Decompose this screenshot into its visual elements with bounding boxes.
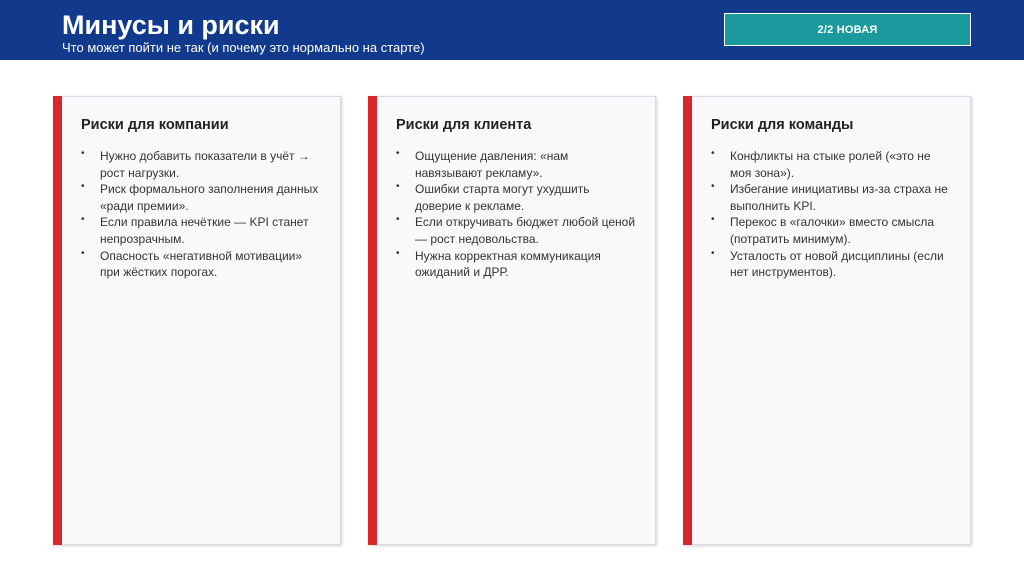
list-item: • Избегание инициативы из-за страха не выполнить KPI. bbox=[711, 181, 951, 214]
list-item: • Если откручивать бюджет любой ценой — рост недовольства. bbox=[396, 214, 636, 247]
list-item: • Опасность «негативной мотивации» при жёстких порогах. bbox=[81, 248, 321, 281]
card-title: Риски для клиента bbox=[396, 117, 532, 133]
list-item: • Риск формального заполнения данных «ради премии». bbox=[81, 181, 321, 214]
page-subtitle: Что может пойти не так (и почему это нормально на старте) bbox=[62, 40, 425, 55]
card-accent-bar bbox=[683, 96, 692, 545]
card-accent-bar bbox=[53, 96, 62, 545]
card-title: Риски для компании bbox=[81, 117, 229, 133]
card-company-risks bbox=[53, 96, 341, 545]
slide-badge: 2/2 НОВАЯ bbox=[724, 13, 971, 46]
risk-list bbox=[396, 148, 636, 281]
list-item: • Нужно добавить показатели в учёт → рост нагрузки. bbox=[81, 148, 321, 181]
list-item: • Нужна корректная коммуникация ожиданий и ДРР. bbox=[396, 248, 636, 281]
risk-list bbox=[81, 148, 321, 281]
list-item: • Ощущение давления: «нам навязывают рекламу». bbox=[396, 148, 636, 181]
card-team-risks bbox=[683, 96, 971, 545]
list-item: • Усталость от новой дисциплины (если нет инструментов). bbox=[711, 248, 951, 281]
list-item: • Если правила нечёткие — KPI станет непрозрачным. bbox=[81, 214, 321, 247]
card-title: Риски для команды bbox=[711, 117, 854, 133]
list-item: • Конфликты на стыке ролей («это не моя зона»). bbox=[711, 148, 951, 181]
risk-list bbox=[711, 148, 951, 281]
list-item: • Ошибки старта могут ухудшить доверие к рекламе. bbox=[396, 181, 636, 214]
card-client-risks bbox=[368, 96, 656, 545]
card-accent-bar bbox=[368, 96, 377, 545]
list-item: • Перекос в «галочки» вместо смысла (потратить минимум). bbox=[711, 214, 951, 247]
header-bar bbox=[0, 0, 1024, 60]
page-title: Минусы и риски bbox=[62, 10, 280, 40]
